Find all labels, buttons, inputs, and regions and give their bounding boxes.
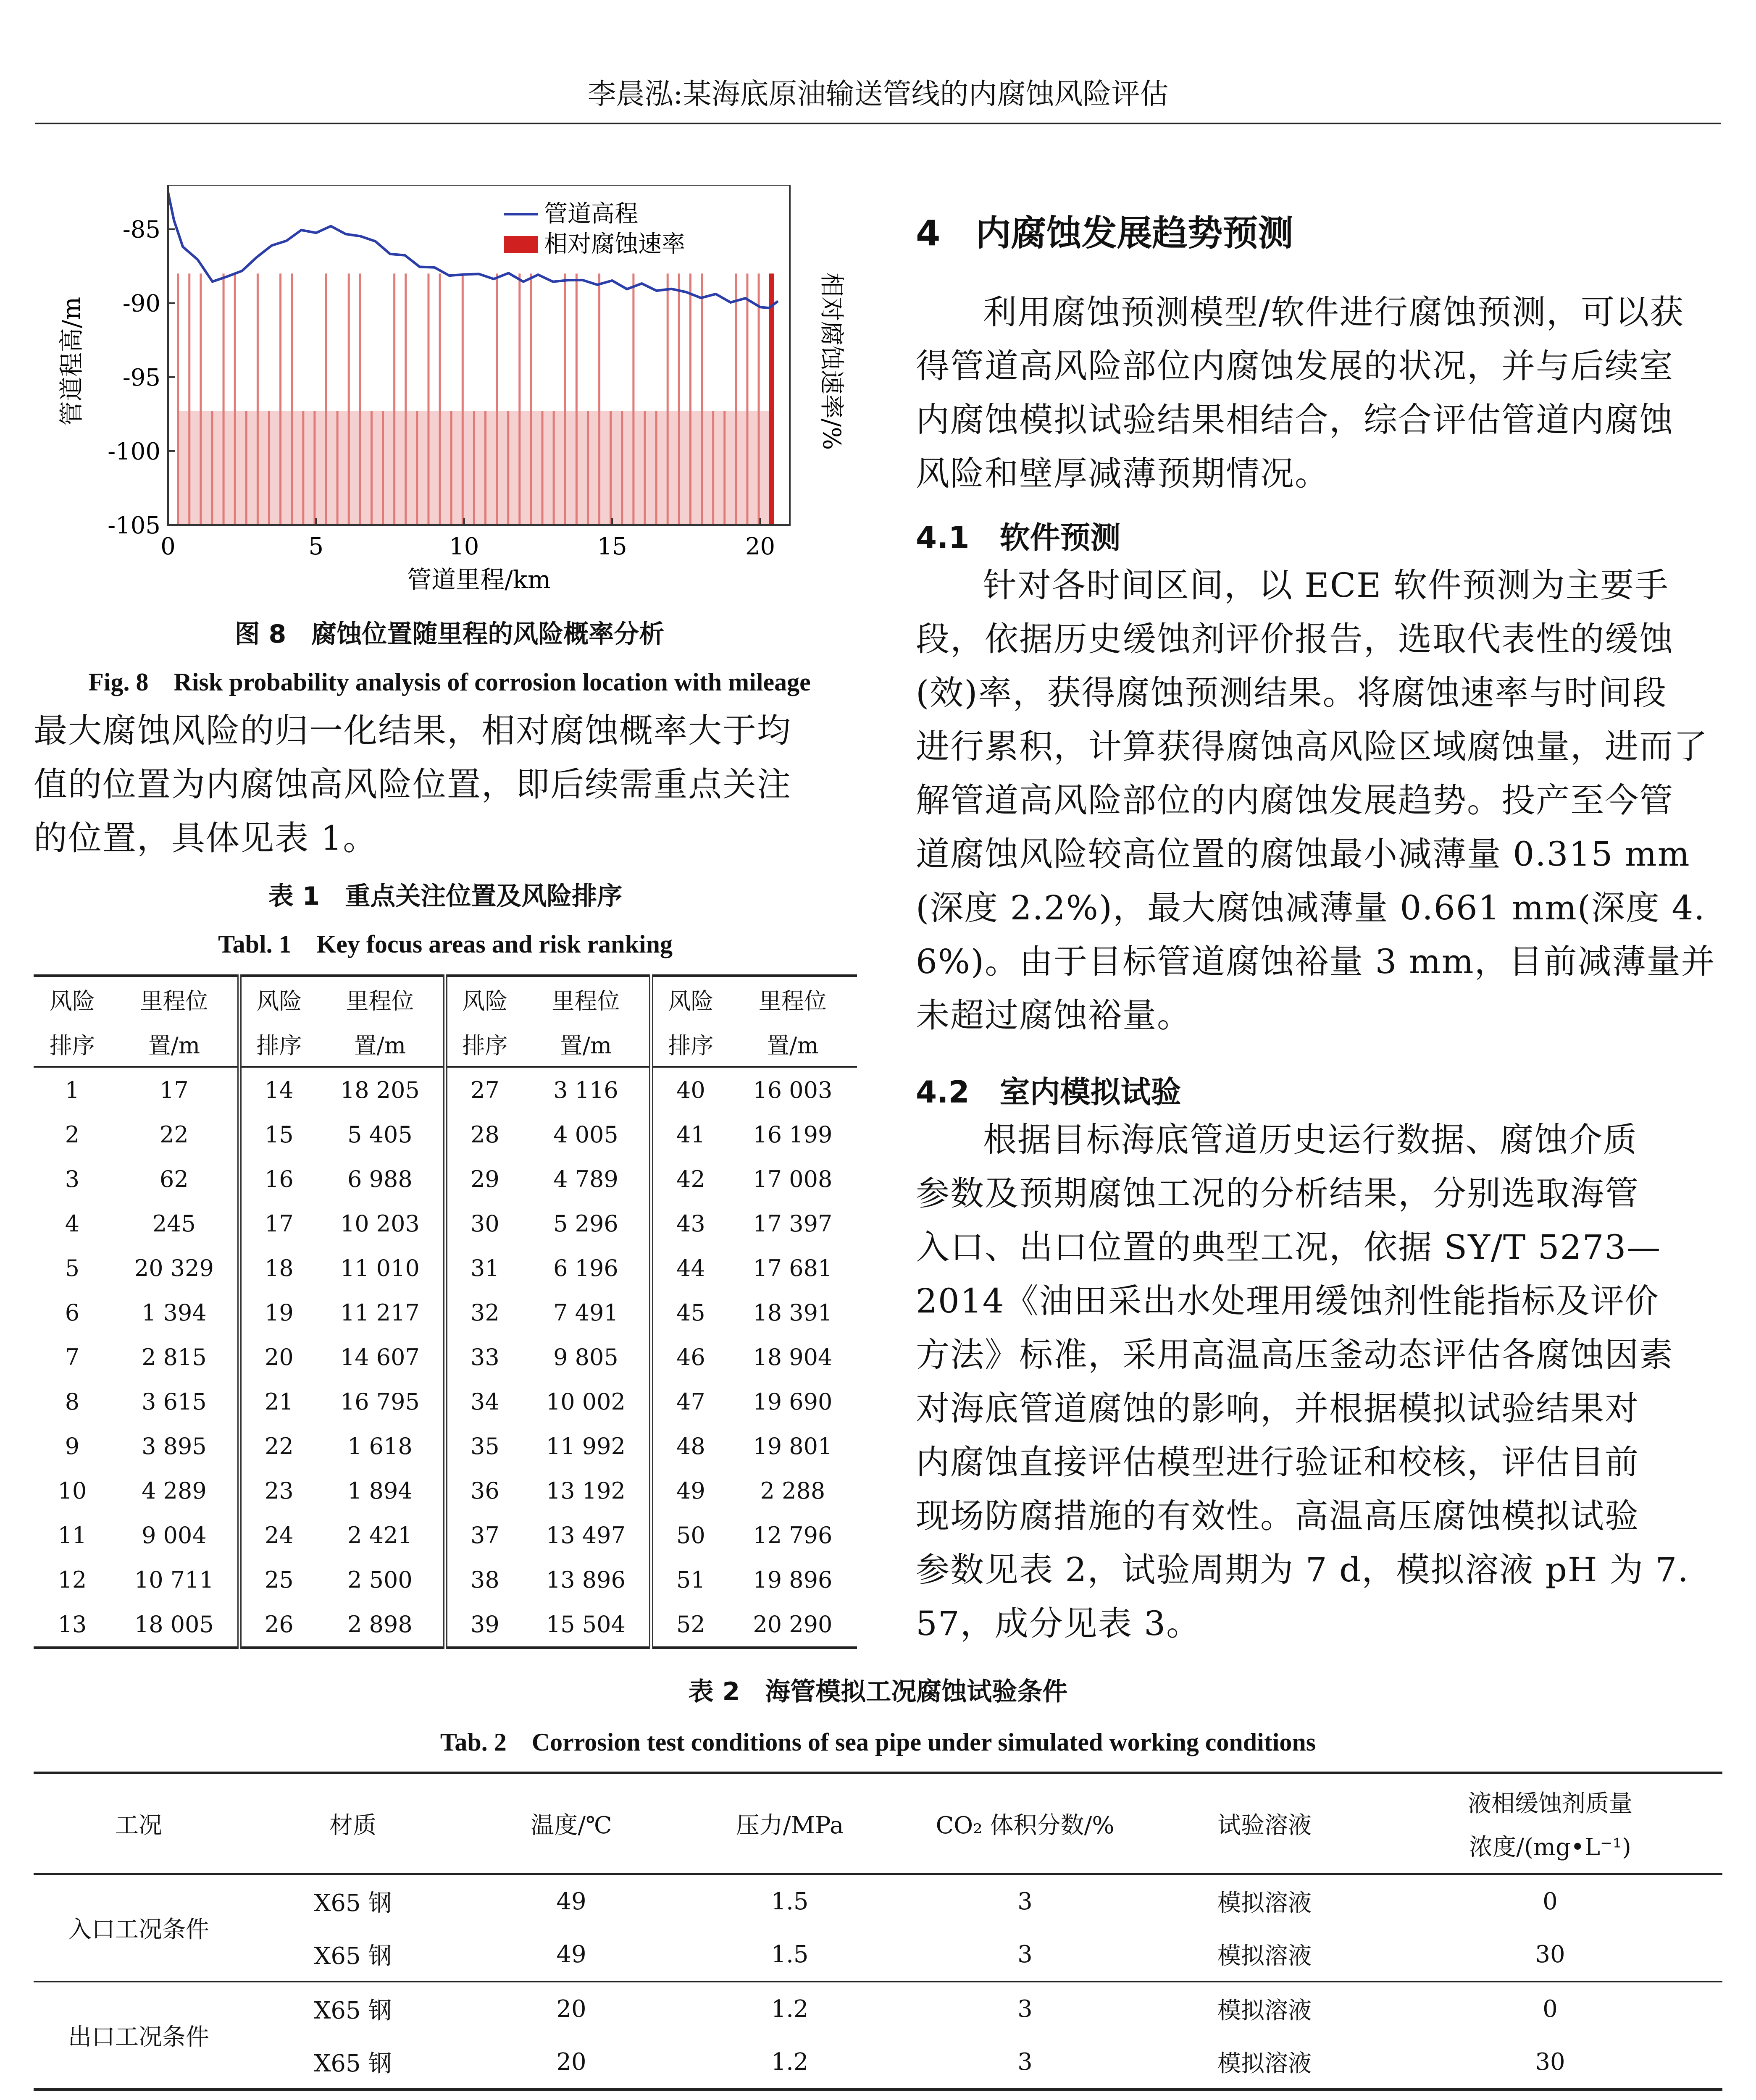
text-line: 进行累积，计算获得腐蚀高风险区域腐蚀量，进而了 <box>916 727 1708 766</box>
text-line: 段，依据历史缓蚀剂评价报告，选取代表性的缓蚀 <box>916 620 1674 659</box>
table-row <box>34 1335 857 1379</box>
t1-cell: 18 205 <box>317 1067 445 1112</box>
t1-cell: 7 491 <box>523 1290 651 1335</box>
rate-bar <box>405 273 407 525</box>
t2-head: 压力/MPa <box>736 1812 844 1839</box>
t1-cell: 6 196 <box>523 1246 651 1290</box>
t1-cell: 6 988 <box>317 1157 445 1201</box>
t2-cell: 49 <box>556 1940 586 1968</box>
text-line: (效)率，获得腐蚀预测结果。将腐蚀速率与时间段 <box>916 673 1667 712</box>
t1-head: 里程位 <box>111 976 239 1021</box>
t2-cell: X65 钢 <box>314 2050 392 2077</box>
text-line: 针对各时间区间，以 ECE 软件预测为主要手 <box>983 566 1669 605</box>
x-tick-label: 5 <box>308 533 324 560</box>
t2-head: 试验溶液 <box>1217 1812 1312 1839</box>
t1-cell: 38 <box>471 1566 499 1593</box>
rate-bar <box>564 273 566 525</box>
legend-elevation-label: 管道高程 <box>544 200 638 228</box>
t1-cell: 13 <box>58 1611 87 1638</box>
t1-cell: 31 <box>471 1255 499 1281</box>
t1-cell: 15 504 <box>523 1602 651 1648</box>
t2-cell: 0 <box>1543 1887 1558 1915</box>
t2-cell: 0 <box>1543 1995 1558 2023</box>
rate-bar <box>632 273 634 525</box>
t2-head: 温度/℃ <box>531 1812 612 1839</box>
rate-bar <box>655 411 657 525</box>
t1-head: 排序 <box>49 1032 95 1059</box>
rate-bar <box>234 273 236 525</box>
t1-cell: 37 <box>471 1522 499 1549</box>
t1-head: 置/m <box>317 1021 445 1067</box>
rate-bar <box>450 411 452 525</box>
rate-bar <box>507 411 509 525</box>
t2-head: 工况 <box>115 1812 162 1839</box>
t2-cell: 3 <box>1017 1887 1033 1915</box>
text-line: 内腐蚀模拟试验结果相结合，综合评估管道内腐蚀 <box>916 400 1674 439</box>
t1-head: 风险 <box>49 987 95 1014</box>
t1-cell: 8 <box>65 1388 80 1415</box>
t1-cell: 40 <box>676 1076 705 1103</box>
header-rule <box>35 123 1721 124</box>
t2-cell: 1.2 <box>771 2048 809 2076</box>
t1-cell: 13 192 <box>523 1468 651 1513</box>
t1-cell: 17 008 <box>753 1166 833 1192</box>
rate-bar <box>496 273 498 525</box>
x-tick-label: 10 <box>449 533 479 560</box>
table-1 <box>34 974 857 1649</box>
rate-bar <box>518 273 520 525</box>
rate-bar <box>598 273 600 525</box>
rate-bar <box>576 273 578 525</box>
table-row <box>34 1246 857 1290</box>
t1-cell: 23 <box>265 1477 294 1504</box>
rate-bar <box>723 411 726 525</box>
t2-cell: 20 <box>556 2048 586 2076</box>
text-line: 参数见表 2，试验周期为 7 d，模拟溶液 pH 为 7. <box>916 1550 1689 1589</box>
t1-cell: 2 421 <box>317 1513 445 1557</box>
t1-cell: 42 <box>676 1166 705 1192</box>
t1-cell: 16 003 <box>753 1076 833 1103</box>
t1-cell: 11 992 <box>523 1424 651 1468</box>
t1-cell: 22 <box>111 1112 239 1157</box>
x-axis-label: 管道里程/km <box>407 565 551 594</box>
text-line: (深度 2.2%)，最大腐蚀减薄量 0.661 mm(深度 4. <box>916 888 1706 927</box>
y-tick-label: -105 <box>108 512 160 539</box>
t2-head <box>1378 1773 1722 1874</box>
t1-cell: 52 <box>676 1611 705 1638</box>
rate-bar <box>177 273 179 525</box>
rate-bar <box>473 411 475 525</box>
t1-cell: 18 391 <box>753 1299 833 1326</box>
rate-bar <box>200 273 202 525</box>
y-axis-left-label: 管道程高/m <box>57 297 86 426</box>
t1-cell: 16 <box>265 1166 294 1192</box>
section-4-1-body <box>916 559 1722 1042</box>
t1-cell: 2 815 <box>111 1335 239 1379</box>
rate-bar <box>610 411 612 525</box>
text-line: 得管道高风险部位内腐蚀发展的状况，并与后续室 <box>916 346 1674 386</box>
table-1-caption-en: Tabl. 1 Key focus areas and risk ranking <box>218 930 673 958</box>
t1-cell: 28 <box>471 1121 499 1148</box>
t1-head: 置/m <box>111 1021 239 1067</box>
elevation-line <box>168 192 778 308</box>
t1-cell: 4 <box>65 1210 80 1237</box>
table-1-caption-cn: 表 1 重点关注位置及风险排序 <box>268 882 623 911</box>
t1-cell: 2 <box>65 1121 80 1148</box>
table-row <box>34 2035 1722 2090</box>
t1-cell: 22 <box>265 1433 294 1460</box>
t2-cell: 20 <box>556 1995 586 2023</box>
text-line: 利用腐蚀预测模型/软件进行腐蚀预测，可以获 <box>983 293 1684 332</box>
rate-bar <box>188 273 190 525</box>
t2-cell: 30 <box>1535 1940 1565 1968</box>
t1-cell: 62 <box>111 1157 239 1201</box>
t1-cell: 45 <box>676 1299 705 1326</box>
t1-cell: 1 618 <box>317 1424 445 1468</box>
t2-cell: 模拟溶液 <box>1217 1997 1312 2024</box>
rate-bar <box>689 273 691 525</box>
t1-head: 置/m <box>767 1032 819 1059</box>
t1-cell: 2 288 <box>760 1477 825 1504</box>
legend <box>504 200 685 258</box>
table-1-header-row <box>34 1021 857 1067</box>
figure-8-caption-cn: 图 8 腐蚀位置随里程的风险概率分析 <box>234 620 665 649</box>
figure-8-caption-en: Fig. 8 Risk probability analysis of corrosion location with mileage <box>88 668 811 696</box>
t1-cell: 51 <box>676 1566 705 1593</box>
t1-cell: 10 203 <box>317 1201 445 1246</box>
t1-cell: 11 <box>58 1522 87 1549</box>
table-row <box>34 1928 1722 1982</box>
rate-bar <box>439 273 441 525</box>
t1-cell: 33 <box>471 1344 499 1370</box>
table-row <box>34 1157 857 1201</box>
t1-head: 风险 <box>256 987 302 1014</box>
legend-bar-swatch <box>504 236 538 253</box>
t2-cell: 49 <box>556 1887 586 1915</box>
t1-cell: 24 <box>265 1522 294 1549</box>
rate-bar <box>393 273 395 525</box>
t1-cell: 4 789 <box>523 1157 651 1201</box>
t1-cell: 12 796 <box>753 1522 833 1549</box>
t1-cell: 17 <box>111 1067 239 1112</box>
t2-cell: 3 <box>1017 1995 1033 2023</box>
rate-bar <box>484 411 486 525</box>
t1-cell: 19 690 <box>753 1388 833 1415</box>
y-tick-label: -90 <box>122 290 160 318</box>
t1-cell: 18 904 <box>753 1344 833 1370</box>
text-line: 风险和壁厚减薄预期情况。 <box>916 454 1329 493</box>
t1-cell: 10 <box>58 1477 87 1504</box>
rate-bar <box>382 411 384 525</box>
x-tick-label: 0 <box>160 533 176 560</box>
t1-head: 风险 <box>668 987 714 1014</box>
t1-cell: 17 <box>265 1210 294 1237</box>
table-2 <box>34 1772 1722 2091</box>
t1-cell: 9 805 <box>523 1335 651 1379</box>
t1-cell: 10 711 <box>111 1557 239 1602</box>
t2-head: CO₂ 体积分数/% <box>936 1812 1115 1839</box>
t2-group: 入口工况条件 <box>68 1916 209 1943</box>
text-line: 最大腐蚀风险的归一化结果，相对腐蚀概率大于均 <box>34 711 791 750</box>
t1-head: 里程位 <box>523 976 651 1021</box>
rate-bar <box>553 411 555 525</box>
t1-cell: 1 <box>65 1076 80 1103</box>
t1-cell: 7 <box>65 1344 80 1370</box>
text-line: 未超过腐蚀裕量。 <box>916 996 1191 1035</box>
t1-cell: 49 <box>676 1477 705 1504</box>
t1-cell: 4 005 <box>523 1112 651 1157</box>
t1-cell: 2 500 <box>317 1557 445 1602</box>
t1-cell: 1 894 <box>317 1468 445 1513</box>
running-title: 李晨泓:某海底原油输送管线的内腐蚀风险评估 <box>587 78 1169 111</box>
rate-bar <box>621 411 623 525</box>
text-line: 方法》标准，采用高温高压釜动态评估各腐蚀因素 <box>916 1335 1674 1374</box>
t2-cell: 模拟溶液 <box>1217 1942 1312 1970</box>
t1-cell: 3 615 <box>111 1379 239 1424</box>
t1-cell: 20 <box>265 1344 294 1370</box>
t1-cell: 1 394 <box>111 1290 239 1335</box>
text-line: 内腐蚀直接评估模型进行验证和校核，评估目前 <box>916 1443 1639 1482</box>
rate-bar <box>223 273 225 525</box>
t1-head: 里程位 <box>317 976 445 1021</box>
text-line: 的位置，具体见表 1。 <box>34 819 378 858</box>
table-row <box>34 1468 857 1513</box>
table-2-header-row <box>34 1773 1722 1874</box>
t1-cell: 10 002 <box>523 1379 651 1424</box>
table-row <box>34 1067 857 1112</box>
t1-cell: 39 <box>471 1611 499 1638</box>
t1-cell: 41 <box>676 1121 705 1148</box>
table-row <box>34 1982 1722 2035</box>
t1-cell: 9 <box>65 1433 80 1460</box>
table-row <box>34 1112 857 1157</box>
rate-bar <box>313 411 315 525</box>
rate-bar <box>291 273 293 525</box>
t1-cell: 16 199 <box>753 1121 833 1148</box>
rate-bar <box>325 273 327 525</box>
rate-bar <box>257 273 259 525</box>
t1-cell: 18 <box>265 1255 294 1281</box>
t1-head: 排序 <box>256 1032 302 1059</box>
rate-bar <box>348 273 350 525</box>
t1-cell: 20 329 <box>111 1246 239 1290</box>
rate-bar <box>712 411 714 525</box>
table-row <box>34 1290 857 1335</box>
rate-bar <box>701 273 703 525</box>
text-line: 6%)。由于目标管道腐蚀裕量 3 mm，目前减薄量并 <box>916 942 1716 981</box>
t1-head: 置/m <box>523 1021 651 1067</box>
t1-cell: 50 <box>676 1522 705 1549</box>
t1-cell: 43 <box>676 1210 705 1237</box>
t1-cell: 44 <box>676 1255 705 1281</box>
section-4-intro <box>916 286 1722 501</box>
table-row <box>34 1201 857 1246</box>
y-tick-label: -95 <box>122 364 160 391</box>
t2-cell: 1.5 <box>771 1940 809 1968</box>
t1-cell: 3 116 <box>523 1067 651 1112</box>
t1-cell: 16 795 <box>317 1379 445 1424</box>
t2-cell: 模拟溶液 <box>1217 2050 1312 2077</box>
rate-bar <box>359 273 361 525</box>
y-tick-label: -100 <box>108 438 160 465</box>
rate-bar <box>587 411 589 525</box>
t1-cell: 27 <box>471 1076 499 1103</box>
t1-cell: 11 010 <box>317 1246 445 1290</box>
t1-cell: 35 <box>471 1433 499 1460</box>
t1-cell: 13 896 <box>523 1557 651 1602</box>
text-line: 解管道高风险部位的内腐蚀发展趋势。投产至今管 <box>916 781 1674 820</box>
text-line: 根据目标海底管道历史运行数据、腐蚀介质 <box>983 1120 1638 1159</box>
t1-cell: 18 005 <box>111 1602 239 1648</box>
table-2-caption-en: Tab. 2 Corrosion test conditions of sea pipe under simulated working conditions <box>440 1728 1316 1756</box>
t1-cell: 47 <box>676 1388 705 1415</box>
rate-bar <box>746 273 748 525</box>
t1-cell: 4 289 <box>111 1468 239 1513</box>
rate-bar <box>416 411 418 525</box>
t1-cell: 12 <box>58 1566 87 1593</box>
figure-8-chart <box>29 185 870 605</box>
t2-cell: 1.2 <box>771 1995 809 2023</box>
section-4-2-title: 4.2 室内模拟试验 <box>916 1074 1181 1110</box>
table-row <box>34 1513 857 1557</box>
rate-bar <box>530 273 532 525</box>
t1-cell: 20 290 <box>753 1611 833 1638</box>
section-4-1-title: 4.1 软件预测 <box>916 520 1121 555</box>
table-row <box>34 1874 1722 1928</box>
t1-cell: 15 <box>265 1121 294 1148</box>
y-tick-label: -85 <box>122 216 160 244</box>
rate-bar <box>735 273 737 525</box>
t1-cell: 32 <box>471 1299 499 1326</box>
t1-head: 风险 <box>462 987 508 1014</box>
rate-bar <box>279 273 281 525</box>
t1-cell: 3 <box>65 1166 80 1192</box>
rate-bar <box>268 411 270 525</box>
t1-cell: 245 <box>111 1201 239 1246</box>
t2-cell: X65 钢 <box>314 1942 392 1970</box>
x-tick-label: 20 <box>745 533 775 560</box>
t1-cell: 25 <box>265 1566 294 1593</box>
text-line: 57，成分见表 3。 <box>916 1604 1201 1643</box>
table-3-caption-cn <box>0 2094 1756 2100</box>
body-left-paragraph <box>34 704 857 865</box>
t1-cell: 14 607 <box>317 1335 445 1379</box>
t1-cell: 17 681 <box>753 1255 833 1281</box>
t1-cell: 19 <box>265 1299 294 1326</box>
rate-bar <box>462 273 464 525</box>
section-4-title: 4 内腐蚀发展趋势预测 <box>916 213 1293 254</box>
t2-cell: 模拟溶液 <box>1217 1890 1312 1917</box>
rate-bar <box>245 411 247 525</box>
text-line: 参数及预期腐蚀工况的分析结果，分别选取海管 <box>916 1174 1639 1213</box>
x-tick-label: 15 <box>597 533 627 560</box>
rate-bar <box>211 411 213 525</box>
t1-cell: 36 <box>471 1477 499 1504</box>
t1-cell: 9 004 <box>111 1513 239 1557</box>
table-1-header-row <box>34 976 857 1021</box>
text-line: 入口、出口位置的典型工况，依据 SY/T 5273— <box>916 1228 1661 1267</box>
table-row <box>34 1602 857 1648</box>
text-line: 值的位置为内腐蚀高风险位置，即后续需重点关注 <box>34 765 791 804</box>
t1-cell: 26 <box>265 1611 294 1638</box>
t1-cell: 6 <box>65 1299 80 1326</box>
t2-head-line: 液相缓蚀剂质量 <box>1468 1790 1632 1817</box>
rate-bar <box>302 411 304 525</box>
t2-cell: 3 <box>1017 1940 1033 1968</box>
table-row <box>34 1424 857 1468</box>
table-row <box>34 1557 857 1602</box>
rate-bar <box>758 273 760 525</box>
t1-cell: 2 898 <box>317 1602 445 1648</box>
t1-cell: 19 801 <box>753 1433 833 1460</box>
rate-bar <box>427 273 429 525</box>
text-line: 2014《油田采出水处理用缓蚀剂性能指标及评价 <box>916 1281 1659 1320</box>
legend-rate-label: 相对腐蚀速率 <box>544 231 685 258</box>
t2-head: 材质 <box>329 1812 376 1839</box>
t2-group: 出口工况条件 <box>68 2024 209 2051</box>
t1-cell: 14 <box>265 1076 294 1103</box>
rate-bar <box>644 411 646 525</box>
t1-cell: 29 <box>471 1166 499 1192</box>
t2-head-line: 浓度/(mg•L⁻¹) <box>1469 1834 1631 1861</box>
rate-bar <box>542 411 544 525</box>
rate-bar <box>667 273 669 525</box>
t2-cell: X65 钢 <box>314 1890 392 1917</box>
bar-series <box>177 273 774 525</box>
t1-head: 排序 <box>668 1032 714 1059</box>
text-line: 对海底管道腐蚀的影响，并根据模拟试验结果对 <box>916 1389 1639 1428</box>
text-line: 现场防腐措施的有效性。高温高压腐蚀模拟试验 <box>916 1496 1639 1536</box>
t1-head: 排序 <box>462 1032 508 1059</box>
t1-cell: 46 <box>676 1344 705 1370</box>
section-4-2-body <box>916 1113 1722 1651</box>
t1-cell: 19 896 <box>753 1566 833 1593</box>
text-line: 道腐蚀风险较高位置的腐蚀最小减薄量 0.315 mm <box>916 835 1690 874</box>
t2-cell: 3 <box>1017 2048 1033 2076</box>
t2-cell: X65 钢 <box>314 1997 392 2024</box>
t1-cell: 13 497 <box>523 1513 651 1557</box>
t1-cell: 21 <box>265 1388 294 1415</box>
t1-cell: 17 397 <box>753 1210 833 1237</box>
rate-bar <box>371 411 373 525</box>
t1-head: 里程位 <box>758 987 827 1014</box>
table-2-caption-cn: 表 2 海管模拟工况腐蚀试验条件 <box>688 1677 1068 1706</box>
t1-cell: 30 <box>471 1210 499 1237</box>
t1-cell: 5 296 <box>523 1201 651 1246</box>
table-row <box>34 1379 857 1424</box>
t1-cell: 34 <box>471 1388 499 1415</box>
t1-cell: 5 <box>65 1255 80 1281</box>
t1-cell: 3 895 <box>111 1424 239 1468</box>
rate-bar-peak <box>769 273 774 525</box>
t1-cell: 5 405 <box>317 1112 445 1157</box>
t2-cell: 30 <box>1535 2048 1565 2076</box>
y-axis-right-label: 相对腐蚀速率/% <box>818 272 846 450</box>
rate-bar <box>678 273 680 525</box>
t2-cell: 1.5 <box>771 1887 809 1915</box>
t1-cell: 11 217 <box>317 1290 445 1335</box>
t1-cell: 48 <box>676 1433 705 1460</box>
rate-bar <box>336 411 339 525</box>
